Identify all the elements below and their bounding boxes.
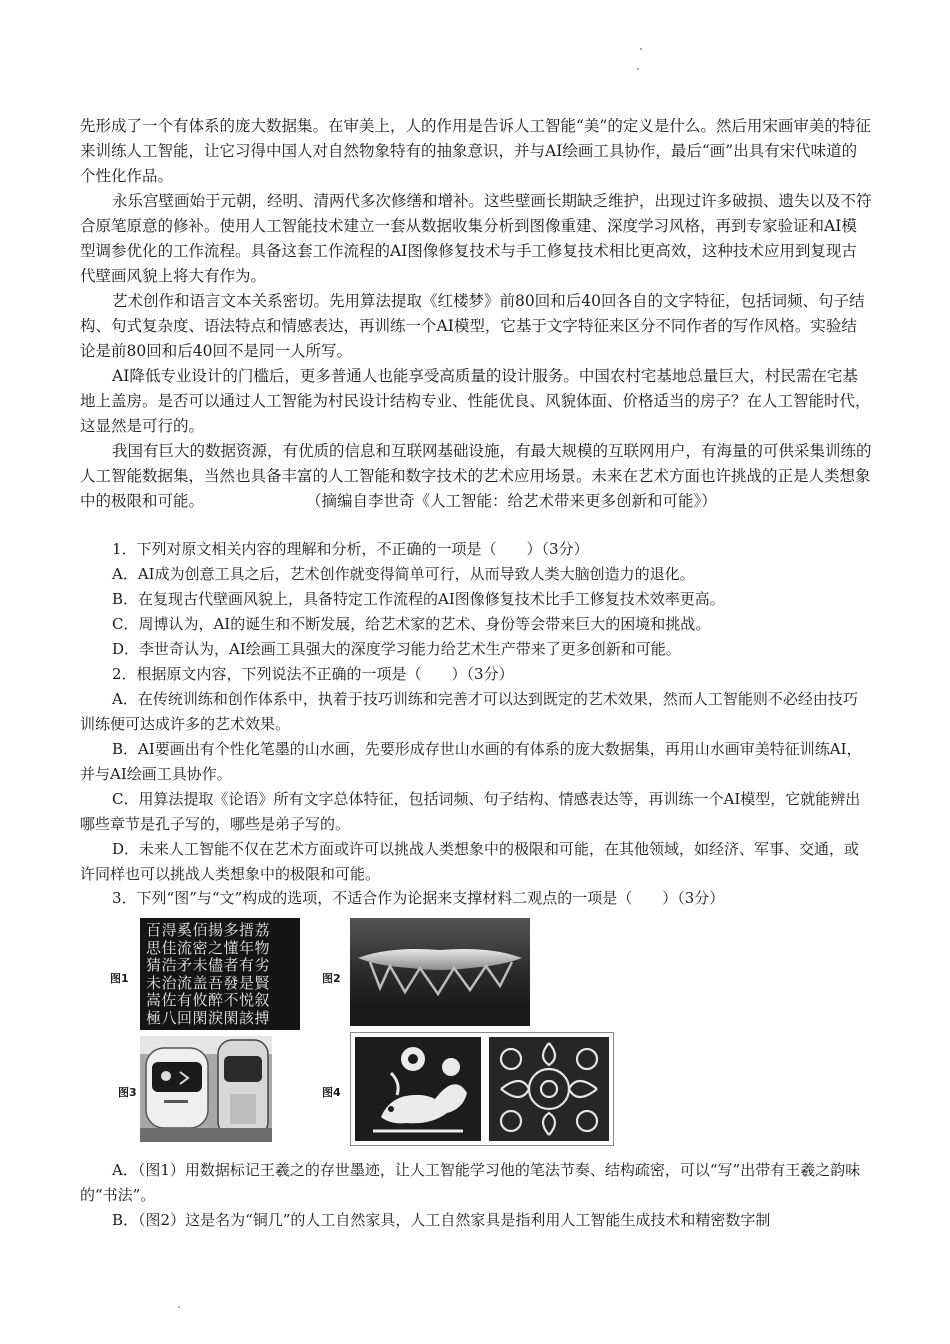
passage-paragraph-5-text: 我国有巨大的数据资源，有优质的信息和互联网基础设施，有最大规模的互联网用户，有海量的可供采集训练的人工智能数据集，当然也具备丰富的人工智能和数字技术的艺术应用场景。未来在艺术方面也许挑战的正是人类想象中的极限和可能。 [80,442,872,510]
scan-speck [637,68,639,70]
calligraphy-row: 嵩佐有攸醉不悦叙 [146,991,271,1009]
question-3-stem: 3．下列“图”与“文”构成的选项，不适合作为论据来支撑材料二观点的一项是（ ）（3分） [112,889,725,907]
source-citation: （摘编自李世奇《人工智能：给艺术带来更多创新和可能》） [306,492,717,510]
passage-paragraph-1: 先形成了一个有体系的庞大数据集。在审美上，人的作用是告诉人工智能“美”的定义是什么。然后用宋画审美的特征来训练人工智能，让它习得中国人对自然物象特有的抽象意识，并与AI绘画工具协作，最后“画”出具有宋代味道的个性化作品。 [80,117,871,185]
question-2-option-c: C．用算法提取《论语》所有文字总体特征，包括词频、句子结构、情感表达等，再训练一个AI模型，它就能辨出哪些章节是孔子写的，哪些是弟子写的。 [80,790,861,833]
question-3-option-b: B．（图2）这是名为“铜几”的人工自然家具，人工自然家具是指利用人工智能生成技术和精密数字制 [112,1211,771,1229]
calligraphy-row: 百淂奚佰揚多搢荔 [146,921,271,939]
figure-2-bronze-table [350,918,530,1026]
figure-3-label: 图3 [118,1086,137,1099]
calligraphy-row: 猜浩矛未儘者有劣 [146,956,271,974]
passage-paragraph-5 [80,439,872,514]
figure-4-paper-cuts [350,1032,614,1146]
question-1-stem: 1．下列对原文相关内容的理解和分析，不正确的一项是（ ）（3分） [112,540,589,558]
question-3-option-a: A．（图1）用数据标记王羲之的存世墨迹，让人工智能学习他的笔法节奏、结构疏密，可以“写”出带有王羲之韵味的“书法”。 [80,1161,861,1204]
figure-1-label: 图1 [110,972,129,985]
calligraphy-row: 思佳流密之懂年物 [146,938,271,957]
question-1-option-c: C．周博认为，AI的诞生和不断发展，给艺术家的艺术、身份等会带来巨大的困境和挑战。 [112,615,711,633]
figure-3-robots [140,1036,272,1142]
passage-paragraph-3: 艺术创作和语言文本关系密切。先用算法提取《红楼梦》前80回和后40回各自的文字特征，包括词频、句子结构、句式复杂度、语法特点和情感表达，再训练一个AI模型，它基于文字特征来区分不同作者的写作风格。实验结论是前80回和后40回不是同一人所写。 [80,292,865,360]
figure-4-label: 图4 [322,1086,341,1099]
question-2-option-d: D．未来人工智能不仅在艺术方面或许可以挑战人类想象中的极限和可能，在其他领域，如经济、军事、交通，或许同样也可以挑战人类想象中的极限和可能。 [80,840,860,883]
scan-speck [178,1306,180,1308]
passage-paragraph-2: 永乐宫壁画始于元朝，经明、清两代多次修缮和增补。这些壁画长期缺乏维护，出现过许多破损、遗失以及不符合原笔原意的修补。使用人工智能技术建立一套从数据收集分析到图像重建、深度学习风格，再到专家验证和AI模型调参优化的工作流程。具备这套工作流程的AI图像修复技术与手工修复技术相比更高效，这种技术应用到复现古代壁画风貌上将大有作为。 [80,192,872,285]
passage-paragraph-4: AI降低专业设计的门槛后，更多普通人也能享受高质量的设计服务。中国农村宅基地总量巨大，村民需在宅基地上盖房。是否可以通过人工智能为村民设计结构专业、性能优良、风貌体面、价格适当的房子？在人工智能时代，这显然是可行的。 [80,367,871,435]
question-2-stem: 2．根据原文内容，下列说法不正确的一项是（ ）（3分） [112,665,514,683]
question-1-option-b: B．在复现古代壁画风貌上，具备特定工作流程的AI图像修复技术比手工修复技术效率更高。 [112,590,725,608]
calligraphy-row: 未治流盖吾發是賢 [146,973,271,992]
calligraphy-row: 極八回閑淚閑該搏 [146,1008,271,1027]
question-2-option-b: B．AI要画出有个性化笔墨的山水画，先要形成存世山水画的有体系的庞大数据集，再用山水画审美特征训练AI，并与AI绘画工具协作。 [80,740,862,783]
question-1-option-a: A．AI成为创意工具之后，艺术创作就变得简单可行，从而导致人类大脑创造力的退化。 [112,565,695,583]
figure-2-label: 图2 [322,972,341,985]
question-1-option-d: D．李世奇认为，AI绘画工具强大的深度学习能力给艺术生产带来了更多创新和可能。 [112,640,681,658]
scan-speck [640,48,642,50]
figure-1-calligraphy [140,918,300,1030]
question-2-option-a: A．在传统训练和创作体系中，执着于技巧训练和完善才可以达到既定的艺术效果，然而人工智能则不必经由技巧训练便可达成许多的艺术效果。 [80,690,858,733]
